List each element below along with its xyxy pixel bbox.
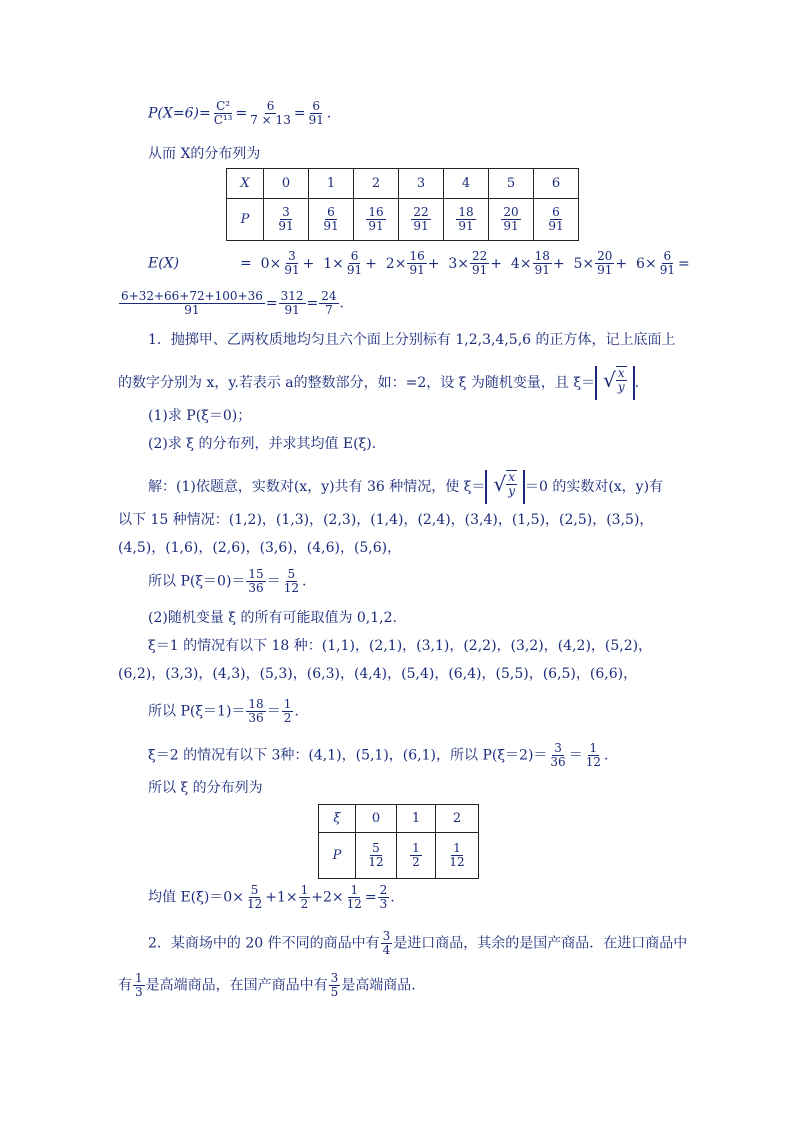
all-values-line: (2)随机变量 ξ 的所有可能取值为 0,1,2. bbox=[148, 610, 397, 626]
table-cell: $\frac{20}{91}$ bbox=[489, 199, 534, 241]
table-header-xi: ξ bbox=[319, 805, 356, 833]
dist-intro: 从而 X的分布列为 bbox=[148, 146, 261, 162]
sum-fraction: $\frac{6+32+66+72+100+36}{91}$ bbox=[121, 289, 263, 317]
table-cell: 2 bbox=[354, 169, 399, 199]
table-cell: 0 bbox=[264, 169, 309, 199]
xi1-line2: (6,2)，(3,3)，(4,3)，(5,3)，(6,3)，(4,4)，(5,4)，(6,4)，(5,5)，(6,5)，(6,6)， bbox=[118, 666, 638, 682]
q2-line1: 2．某商场中的 20 件不同的商品中有 $\frac{3}{4}$ 是进口商品，其余的是国产商品．在进口商品中 bbox=[148, 929, 688, 957]
table-cell: $\frac{16}{91}$ bbox=[354, 199, 399, 241]
ex-term: 0× $\frac{3}{91}$ + bbox=[260, 249, 315, 277]
sol-line3: (4,5)，(1,6)，(2,6)，(3,6)，(4,6)，(5,6)， bbox=[118, 540, 402, 556]
p-x6-line: P(X=6)= $\frac{\text{C²}}{\text{C¹³}}$ = $\frac{6}{7 \times 13}$ = $\frac{6}{91}$ . bbox=[148, 99, 332, 127]
table-cell: 5 bbox=[489, 169, 534, 199]
q1-line2: 的数字分别为 x，y.若表示 a的整数部分，如：=2，设 ξ 为随机变量，且 ξ＝ √ x y . bbox=[118, 366, 639, 400]
table-cell: $\frac{1}{2}$ bbox=[397, 833, 436, 879]
p1-line: 所以 P(ξ＝1)＝ $\frac{18}{36}$ ＝ $\frac{1}{2}$ . bbox=[148, 697, 299, 725]
floor-bracket: √ x y bbox=[485, 470, 525, 504]
table-cell: 4 bbox=[444, 169, 489, 199]
ex-term: 1× $\frac{6}{91}$ + bbox=[323, 249, 377, 277]
xi2-line: ξ＝2 的情况有以下 3种：(4,1)，(5,1)，(6,1)，所以 P(ξ＝2)＝ $\frac{3}{36}$ ＝ $\frac{1}{12}$ . bbox=[148, 741, 609, 769]
table-cell: $\frac{18}{91}$ bbox=[444, 199, 489, 241]
table-cell: $\frac{22}{91}$ bbox=[399, 199, 444, 241]
sol-line1: 解：(1)依题意，实数对(x，y)共有 36 种情况，使 ξ＝ √ x y ＝0 的实数对(x，y)有 bbox=[148, 470, 663, 504]
q2-line2: 有 $\frac{1}{3}$ 是高端商品，在国产商品中有 $\frac{3}{5}$ 是高端商品． bbox=[118, 971, 426, 999]
table-cell: $\frac{6}{91}$ bbox=[534, 199, 579, 241]
table-row bbox=[227, 199, 579, 241]
sol-line2: 以下 15 种情况：(1,2)，(1,3)，(2,3)，(1,4)，(2,4)，(3,4)，(1,5)，(2,5)，(3,5)， bbox=[118, 512, 654, 528]
ex-term: 3× $\frac{22}{91}$ + bbox=[448, 249, 503, 277]
ex-label: E(X) bbox=[148, 255, 180, 272]
p-x6-lhs: P(X=6)= bbox=[148, 105, 211, 122]
table-row bbox=[227, 169, 579, 199]
middle-fraction: $\frac{6}{7 \times 13}$ bbox=[250, 99, 291, 127]
ex-term: 4× $\frac{18}{91}$ + bbox=[510, 249, 565, 277]
q1-sub1: (1)求 P(ξ＝0)； bbox=[148, 408, 252, 424]
ex-term: 6× $\frac{6}{91}$ = bbox=[636, 249, 690, 277]
floor-bracket: √ x y bbox=[595, 366, 635, 400]
table-cell: $\frac{3}{91}$ bbox=[264, 199, 309, 241]
table-cell: 1 bbox=[397, 805, 436, 833]
table-header-p: P bbox=[227, 199, 264, 241]
q1-line1: 1．抛掷甲、乙两枚质地均匀且六个面上分别标有 1,2,3,4,5,6 的正方体，记上底面上 bbox=[148, 332, 676, 348]
table-cell: 3 bbox=[399, 169, 444, 199]
xi1-line1: ξ＝1 的情况有以下 18 种：(1,1)，(2,1)，(3,1)，(2,2)，(3,2)，(4,2)，(5,2)， bbox=[148, 638, 653, 654]
combination-fraction: $\frac{\text{C²}}{\text{C¹³}}$ bbox=[213, 99, 233, 127]
table-header-x: X bbox=[227, 169, 264, 199]
ex-term: 5× $\frac{20}{91}$ + bbox=[573, 249, 628, 277]
distribution-table-x bbox=[226, 168, 579, 241]
table-cell: 6 bbox=[534, 169, 579, 199]
table-row bbox=[319, 833, 479, 879]
table-cell: 1 bbox=[309, 169, 354, 199]
table-cell: 2 bbox=[436, 805, 479, 833]
result-fraction: $\frac{6}{91}$ bbox=[308, 99, 324, 127]
distribution-table-xi bbox=[318, 804, 479, 879]
ex-sum-line: $\frac{6+32+66+72+100+36}{91}$ = $\frac{312}{91}$ = $\frac{24}{7}$ . bbox=[121, 289, 344, 317]
table-cell: $\frac{1}{12}$ bbox=[436, 833, 479, 879]
table-header-p: P bbox=[319, 833, 356, 879]
table-cell: $\frac{5}{12}$ bbox=[356, 833, 397, 879]
table-row bbox=[319, 805, 479, 833]
dist-intro-2: 所以 ξ 的分布列为 bbox=[148, 780, 263, 796]
ex-line: E(X) = 0× $\frac{3}{91}$ + 1× $\frac{6}{91}$ + 2× $\frac{16}{91}$ + 3× $\frac{22}{91}$ + 4× $\frac{18}{91}$ + 5× $\frac{20}{91}$ + 6× $\frac{6}{91}$ = bbox=[148, 249, 690, 277]
table-cell: 0 bbox=[356, 805, 397, 833]
p0-line: 所以 P(ξ＝0)＝ $\frac{15}{36}$ ＝ $\frac{5}{12}$ . bbox=[148, 567, 307, 595]
q1-sub2: (2)求 ξ 的分布列，并求其均值 E(ξ)． bbox=[148, 436, 386, 452]
table-cell: $\frac{6}{91}$ bbox=[309, 199, 354, 241]
ex-term: 2× $\frac{16}{91}$ + bbox=[385, 249, 440, 277]
mean-line: 均值 E(ξ)＝0× $\frac{5}{12}$ +1× $\frac{1}{2}$ +2× $\frac{1}{12}$ = $\frac{2}{3}$ . bbox=[148, 883, 395, 911]
